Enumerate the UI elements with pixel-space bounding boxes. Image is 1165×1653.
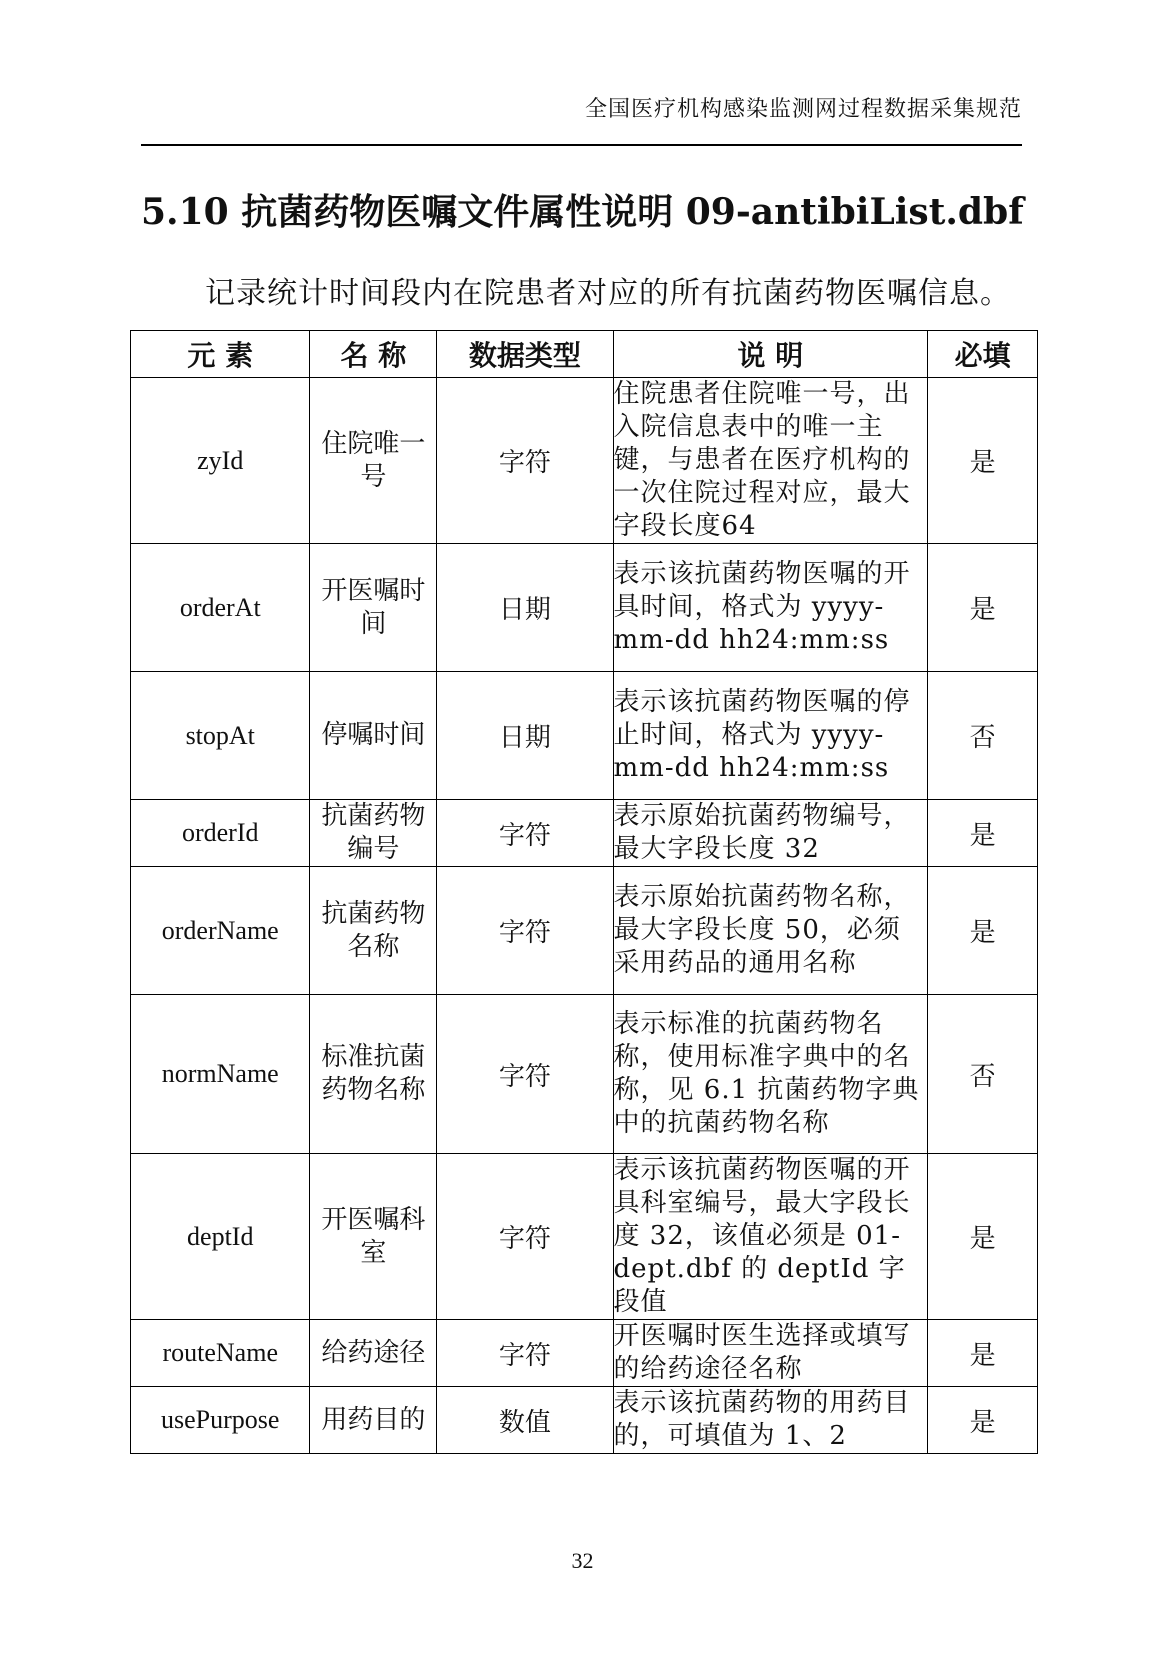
- attribute-table: [130, 330, 1038, 1454]
- cell-element: orderName: [131, 867, 310, 995]
- cell-name: 抗菌药物编号: [310, 800, 437, 867]
- cell-type: 数值: [437, 1387, 613, 1454]
- cell-name: 给药途径: [310, 1320, 437, 1387]
- cell-desc: 表示原始抗菌药物编号，最大字段长度 32: [613, 800, 928, 867]
- header-name: 名 称: [310, 331, 437, 378]
- table-row: [131, 1320, 1038, 1387]
- intro-paragraph: 记录统计时间段内在院患者对应的所有抗菌药物医嘱信息。: [205, 276, 1011, 311]
- cell-element: orderId: [131, 800, 310, 867]
- cell-desc: 住院患者住院唯一号，出入院信息表中的唯一主键，与患者在医疗机构的一次住院过程对应，最大字段长度64: [613, 378, 928, 544]
- cell-desc: 表示原始抗菌药物名称，最大字段长度 50，必须采用药品的通用名称: [613, 867, 928, 995]
- cell-desc: 表示标准的抗菌药物名称，使用标准字典中的名称，见 6.1 抗菌药物字典中的抗菌药物名称: [613, 995, 928, 1154]
- cell-element: normName: [131, 995, 310, 1154]
- cell-required: 否: [928, 995, 1038, 1154]
- cell-type: 字符: [437, 1320, 613, 1387]
- table-row: [131, 544, 1038, 672]
- cell-required: 否: [928, 672, 1038, 800]
- table-row: [131, 672, 1038, 800]
- cell-required: 是: [928, 378, 1038, 544]
- cell-element: deptId: [131, 1154, 310, 1320]
- cell-element: orderAt: [131, 544, 310, 672]
- cell-element: stopAt: [131, 672, 310, 800]
- cell-element: zyId: [131, 378, 310, 544]
- header-desc: 说 明: [613, 331, 928, 378]
- table-row: [131, 800, 1038, 867]
- cell-type: 字符: [437, 378, 613, 544]
- cell-desc: 表示该抗菌药物医嘱的开具科室编号，最大字段长度 32，该值必须是 01-dept.dbf 的 deptId 字段值: [613, 1154, 928, 1320]
- cell-desc: 表示该抗菌药物医嘱的停止时间，格式为 yyyy-mm-dd hh24:mm:ss: [613, 672, 928, 800]
- cell-name: 抗菌药物名称: [310, 867, 437, 995]
- page-number: 32: [571, 1548, 594, 1573]
- cell-desc: 开医嘱时医生选择或填写的给药途径名称: [613, 1320, 928, 1387]
- cell-element: usePurpose: [131, 1387, 310, 1454]
- cell-required: 是: [928, 1154, 1038, 1320]
- table-row: [131, 1387, 1038, 1454]
- table-row: [131, 1154, 1038, 1320]
- cell-name: 停嘱时间: [310, 672, 437, 800]
- cell-type: 字符: [437, 1154, 613, 1320]
- header-required: 必填: [928, 331, 1038, 378]
- section-title: 5.10 抗菌药物医嘱文件属性说明 09-antibiList.dbf: [141, 191, 1024, 233]
- cell-type: 字符: [437, 867, 613, 995]
- header-type: 数据类型: [437, 331, 613, 378]
- table-row: [131, 995, 1038, 1154]
- cell-name: 开医嘱时间: [310, 544, 437, 672]
- table-row: [131, 378, 1038, 544]
- running-header: 全国医疗机构感染监测网过程数据采集规范: [584, 97, 1022, 122]
- cell-name: 开医嘱科室: [310, 1154, 437, 1320]
- header-rule: [141, 144, 1022, 146]
- cell-type: 日期: [437, 544, 613, 672]
- table-row: [131, 867, 1038, 995]
- cell-type: 字符: [437, 995, 613, 1154]
- cell-element: routeName: [131, 1320, 310, 1387]
- cell-type: 字符: [437, 800, 613, 867]
- cell-name: 标准抗菌药物名称: [310, 995, 437, 1154]
- cell-required: 是: [928, 1387, 1038, 1454]
- cell-name: 用药目的: [310, 1387, 437, 1454]
- header-element: 元 素: [131, 331, 310, 378]
- table-header-row: [131, 331, 1038, 378]
- cell-type: 日期: [437, 672, 613, 800]
- cell-required: 是: [928, 544, 1038, 672]
- cell-required: 是: [928, 1320, 1038, 1387]
- cell-required: 是: [928, 800, 1038, 867]
- cell-desc: 表示该抗菌药物的用药目的，可填值为 1、2: [613, 1387, 928, 1454]
- cell-required: 是: [928, 867, 1038, 995]
- cell-name: 住院唯一号: [310, 378, 437, 544]
- cell-desc: 表示该抗菌药物医嘱的开具时间，格式为 yyyy-mm-dd hh24:mm:ss: [613, 544, 928, 672]
